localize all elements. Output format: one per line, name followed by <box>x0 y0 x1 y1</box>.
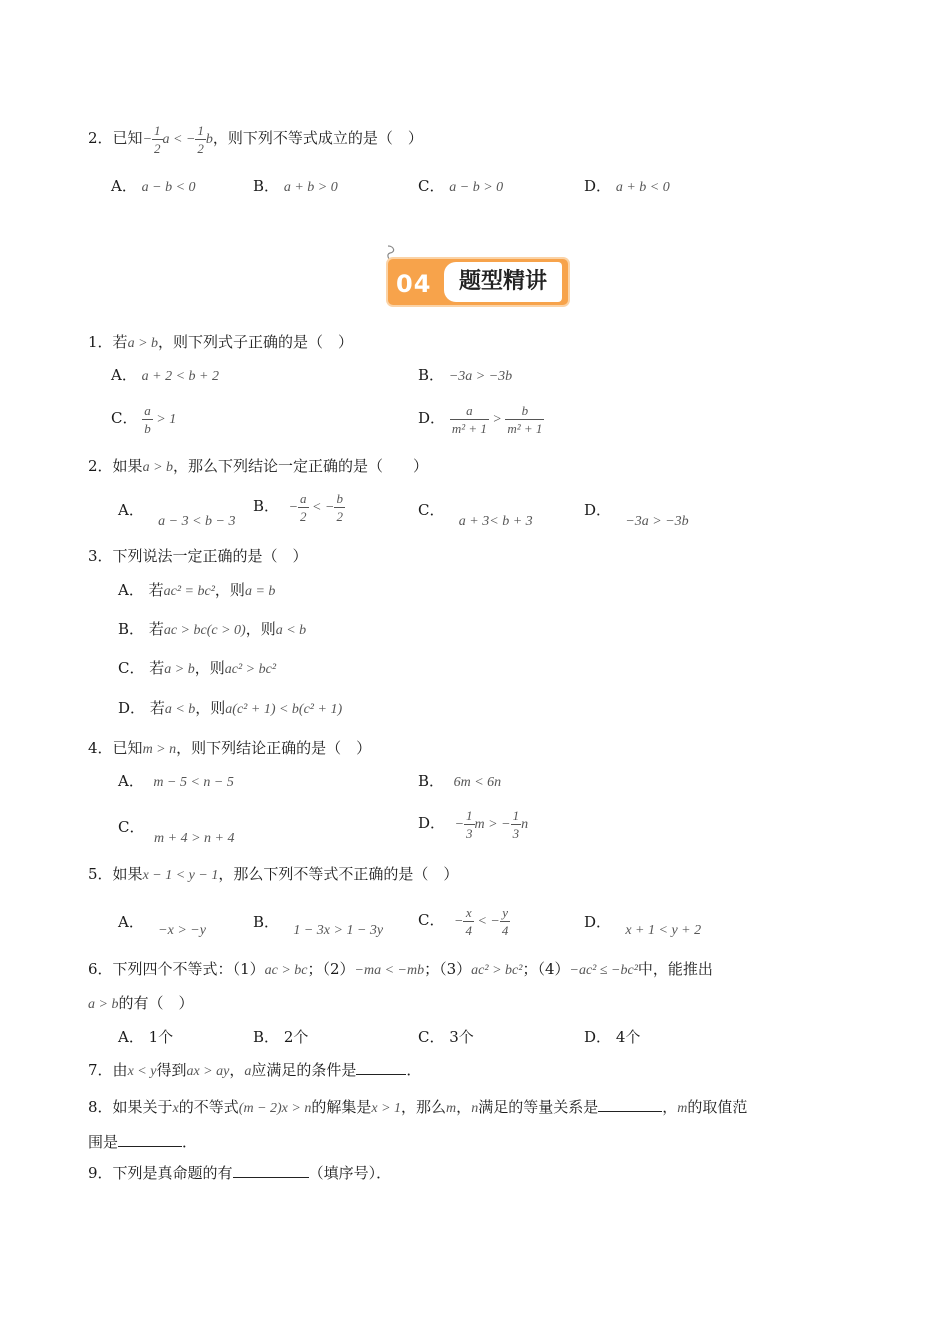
banner-number: 04 <box>396 270 432 298</box>
banner-title: 题型精讲 <box>444 262 562 302</box>
option-c: C． a + 3< b + 3 <box>418 501 533 529</box>
question-8: 8．如果关于x的不等式(m − 2)x > n的解集是x > 1，那么m，n满足的等量关系是 ，m的取值范 <box>88 1098 748 1116</box>
math-var: b <box>205 132 213 147</box>
option-b: B． a + b > 0 <box>253 177 338 195</box>
question-number: 7． <box>88 1061 113 1079</box>
option-d: D． − $\frac{1}{3}$ m > − $\frac{1}{3}$ n <box>418 807 529 841</box>
option-c: C． − $\frac{x}{4}$ < − $\frac{y}{4}$ <box>418 904 509 938</box>
fraction: $\frac{1}{2}$ <box>154 122 161 156</box>
option-b: B． − $\frac{a}{2}$ < − $\frac{b}{2}$ <box>253 490 343 524</box>
option-d: D． x + 1 < y + 2 <box>584 913 702 938</box>
option-c: C． a − b > 0 <box>418 177 504 195</box>
question-text: 已知 <box>112 129 143 147</box>
question-3: 3．下列说法一定正确的是（ ） <box>88 547 308 565</box>
question-number: 8． <box>88 1098 113 1116</box>
option-d: D． −3a > −3b <box>584 501 689 529</box>
answer-blank[interactable] <box>118 1132 182 1147</box>
question-5: 5．如果x − 1 < y − 1，那么下列不等式不正确的是（ ） <box>88 865 459 883</box>
option-d: D． a + b < 0 <box>584 177 670 195</box>
banner-box <box>388 259 568 305</box>
option-b: B． 1 − 3x > 1 − 3y <box>253 913 384 938</box>
option-a: A． a + 2 < b + 2 <box>111 366 219 384</box>
question-number: 4． <box>88 739 113 757</box>
question-9: 9．下列是真命题的有 （填序号）． <box>88 1164 392 1182</box>
question-8-cont: 围是 ． <box>88 1133 198 1151</box>
option-b: B． 6m < 6n <box>418 772 502 790</box>
question-1: 1．若a > b，则下列式子正确的是（ ） <box>88 333 354 351</box>
option-c: C． 3个 <box>418 1028 474 1046</box>
fraction: $\frac{1}{2}$ <box>197 122 204 156</box>
question-4: 4．已知m > n，则下列结论正确的是（ ） <box>88 739 372 757</box>
math-op: < − <box>169 132 196 147</box>
option-d: D． 4个 <box>584 1028 641 1046</box>
question-number: 3． <box>88 547 113 565</box>
question-2: 2．如果a > b，那么下列结论一定正确的是（ ） <box>88 457 429 475</box>
math-sign: − <box>142 132 153 147</box>
option-c: C． m + 4 > n + 4 <box>118 818 235 846</box>
question-number: 2． <box>88 457 113 475</box>
prev-question-2 <box>88 118 423 158</box>
question-number: 1． <box>88 333 113 351</box>
question-text: ，则下列不等式成立的是（ ） <box>212 129 423 147</box>
question-7: 7．由x < y得到ax > ay，a应满足的条件是 ． <box>88 1061 422 1079</box>
question-number: 9． <box>88 1164 113 1182</box>
option-d: D． $\frac{a}{\text{m² + 1}}$ > $\frac{b}{\text{m² + 1}}$ <box>418 402 543 436</box>
option-a: A． a − b < 0 <box>111 177 196 195</box>
option-a: A． −x > −y <box>118 913 206 938</box>
option-a: A． a − 3 < b − 3 <box>118 501 236 529</box>
option-b: B． 2个 <box>253 1028 309 1046</box>
question-number: 5． <box>88 865 113 883</box>
option-a: A． m − 5 < n − 5 <box>118 772 234 790</box>
option-a: A． 若ac² = bc²，则a = b <box>118 581 276 599</box>
question-6-cont: a > b的有（ ） <box>88 994 194 1012</box>
answer-blank[interactable] <box>598 1097 662 1112</box>
option-b: B． 若ac > bc(c > 0)，则a < b <box>118 620 307 638</box>
section-banner <box>384 244 570 310</box>
option-c: C． $\frac{a}{b}$ > 1 <box>111 402 177 436</box>
option-b: B． −3a > −3b <box>418 366 513 384</box>
question-number: 6． <box>88 960 113 978</box>
option-c: C． 若a > b，则ac² > bc² <box>118 659 277 677</box>
answer-blank[interactable] <box>233 1163 309 1178</box>
math-var: a <box>162 132 170 147</box>
option-a: A． 1个 <box>118 1028 174 1046</box>
option-d: D． 若a < b，则a(c² + 1) < b(c² + 1) <box>118 699 343 717</box>
question-number: 2． <box>88 129 113 147</box>
question-6: 6．下列四个不等式：（1）ac > bc；（2）−ma < −mb；（3）ac² > bc²；（4）−ac² ≤ −bc²中，能推出 <box>88 960 713 978</box>
answer-blank[interactable] <box>356 1060 406 1075</box>
